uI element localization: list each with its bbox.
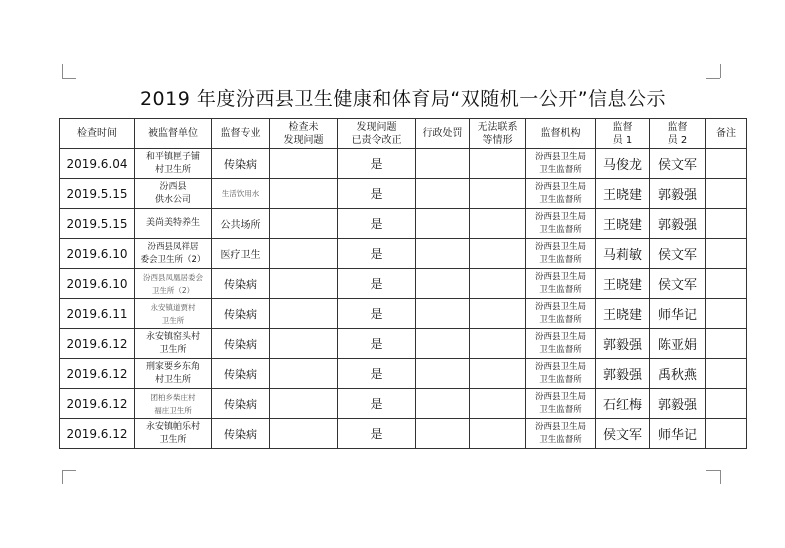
cell-agency-line1: 汾西县卫生局 (534, 331, 586, 342)
cell-penalty (416, 389, 470, 419)
cell-unit-line2: 村卫生所 (154, 164, 191, 175)
header-not-found (270, 119, 338, 149)
cell-unit-line2: 福庄卫生所 (154, 405, 192, 415)
cell-unit (135, 389, 212, 419)
table-row (60, 419, 747, 449)
cell-date: 2019.6.04 (60, 149, 135, 179)
cell-agency-line2: 卫生监督所 (539, 434, 582, 445)
cell-supervisor-2: 郭毅强 (650, 179, 706, 209)
cell-note (706, 269, 747, 299)
table-row (60, 209, 747, 239)
header-date: 检查时间 (60, 119, 135, 149)
cell-supervisor-2: 侯文军 (650, 149, 706, 179)
cell-supervisor-2: 侯文军 (650, 239, 706, 269)
document-title: 2019 年度汾西县卫生健康和体育局“双随机一公开”信息公示 (139, 88, 667, 110)
cell-agency-line1: 汾西县卫生局 (534, 301, 586, 312)
cell-found: 是 (338, 149, 416, 179)
cell-unit (135, 239, 212, 269)
cell-date: 2019.6.10 (60, 269, 135, 299)
cell-agency (526, 359, 596, 389)
cell-no-contact (470, 329, 526, 359)
cell-unit-line1: 和平镇匣子铺 (145, 151, 200, 162)
cell-unit-line1: 汾西县凤凰居委会 (143, 272, 203, 282)
cell-no-contact (470, 209, 526, 239)
cell-agency-line1: 汾西县卫生局 (534, 151, 586, 162)
cell-agency-line2: 卫生监督所 (539, 224, 582, 235)
cell-unit-line1: 刑家要乡东角 (145, 361, 200, 372)
cell-date: 2019.5.15 (60, 179, 135, 209)
cell-agency (526, 269, 596, 299)
cell-agency (526, 149, 596, 179)
header-found-line2: 已责令改正 (351, 134, 402, 146)
cell-agency (526, 299, 596, 329)
table-row (60, 299, 747, 329)
cell-supervisor-1: 马俊龙 (596, 149, 650, 179)
cell-agency (526, 179, 596, 209)
cell-agency-line1: 汾西县卫生局 (534, 421, 586, 432)
cell-agency-line2: 卫生监督所 (539, 194, 582, 205)
cell-supervisor-2: 陈亚娟 (650, 329, 706, 359)
cell-spec: 传染病 (212, 269, 270, 299)
cell-unit-line1: 团柏乡柴庄村 (150, 392, 196, 402)
cell-no-contact (470, 269, 526, 299)
header-row (60, 119, 747, 149)
cell-date: 2019.5.15 (60, 209, 135, 239)
cell-spec: 传染病 (212, 329, 270, 359)
cell-date: 2019.6.12 (60, 329, 135, 359)
cell-not-found (270, 179, 338, 209)
cell-unit-line2: 村卫生所 (154, 374, 191, 385)
cell-unit (135, 209, 212, 239)
cell-found: 是 (338, 359, 416, 389)
cell-unit-line1: 汾西县凤祥居 (147, 241, 199, 252)
inspection-table (59, 118, 747, 449)
cell-found: 是 (338, 209, 416, 239)
cell-note (706, 389, 747, 419)
cell-penalty (416, 359, 470, 389)
cell-agency (526, 239, 596, 269)
cell-found: 是 (338, 389, 416, 419)
cell-found: 是 (338, 239, 416, 269)
cell-note (706, 299, 747, 329)
cell-agency (526, 209, 596, 239)
table-row (60, 179, 747, 209)
cell-found: 是 (338, 179, 416, 209)
cell-not-found (270, 329, 338, 359)
table-row (60, 359, 747, 389)
cell-agency-line2: 卫生监督所 (539, 284, 582, 295)
cell-unit-line2: 供水公司 (154, 194, 191, 205)
cell-no-contact (470, 179, 526, 209)
cell-agency-line2: 卫生监督所 (539, 254, 582, 265)
cell-note (706, 179, 747, 209)
cell-note (706, 329, 747, 359)
header-not-found-line1: 检查未 (288, 121, 319, 133)
cell-agency-line2: 卫生监督所 (539, 164, 582, 175)
cell-penalty (416, 299, 470, 329)
header-supervisor-2-line2: 员 2 (667, 134, 688, 146)
cell-spec: 传染病 (212, 419, 270, 449)
cell-supervisor-2: 郭毅强 (650, 389, 706, 419)
cell-agency-line2: 卫生监督所 (539, 344, 582, 355)
header-agency: 监督机构 (526, 119, 596, 149)
cell-unit-line2: 卫生所（2） (151, 285, 195, 295)
cell-unit-line2: 卫生所 (159, 434, 187, 445)
cell-agency-line2: 卫生监督所 (539, 374, 582, 385)
cell-unit-line1: 汾西县 (159, 181, 187, 192)
cell-no-contact (470, 149, 526, 179)
table-row (60, 149, 747, 179)
cell-penalty (416, 179, 470, 209)
cell-no-contact (470, 239, 526, 269)
cell-supervisor-2: 禹秋燕 (650, 359, 706, 389)
cell-agency (526, 389, 596, 419)
cell-agency-line1: 汾西县卫生局 (534, 361, 586, 372)
cell-not-found (270, 419, 338, 449)
cell-date: 2019.6.10 (60, 239, 135, 269)
cell-penalty (416, 209, 470, 239)
cell-date: 2019.6.12 (60, 419, 135, 449)
cell-date: 2019.6.12 (60, 359, 135, 389)
cell-unit-line2: 卫生所 (161, 315, 185, 325)
cell-date: 2019.6.12 (60, 389, 135, 419)
header-spec: 监督专业 (212, 119, 270, 149)
cell-penalty (416, 329, 470, 359)
cell-unit (135, 329, 212, 359)
cell-note (706, 209, 747, 239)
cell-note (706, 149, 747, 179)
cell-supervisor-1: 王晓建 (596, 179, 650, 209)
cell-agency (526, 419, 596, 449)
cell-not-found (270, 209, 338, 239)
header-found (338, 119, 416, 149)
cell-found: 是 (338, 419, 416, 449)
cell-date: 2019.6.11 (60, 299, 135, 329)
cell-not-found (270, 389, 338, 419)
cell-agency (526, 329, 596, 359)
cell-unit-line1: 永安镇道贾村 (150, 302, 196, 312)
cell-agency-line1: 汾西县卫生局 (534, 241, 586, 252)
cell-note (706, 239, 747, 269)
cell-unit (135, 149, 212, 179)
cell-supervisor-2: 师华记 (650, 419, 706, 449)
cell-supervisor-1: 郭毅强 (596, 329, 650, 359)
cell-found: 是 (338, 269, 416, 299)
cell-spec: 传染病 (212, 299, 270, 329)
cell-supervisor-2: 侯文军 (650, 269, 706, 299)
header-supervisor-2 (650, 119, 706, 149)
cell-unit (135, 359, 212, 389)
cell-supervisor-2: 师华记 (650, 299, 706, 329)
cell-supervisor-1: 王晓建 (596, 209, 650, 239)
cell-agency-line1: 汾西县卫生局 (534, 391, 586, 402)
cell-no-contact (470, 419, 526, 449)
cell-spec: 生活饮用水 (212, 179, 270, 209)
cell-agency-line1: 汾西县卫生局 (534, 271, 586, 282)
cell-penalty (416, 239, 470, 269)
cell-no-contact (470, 299, 526, 329)
cell-no-contact (470, 389, 526, 419)
cell-spec: 传染病 (212, 359, 270, 389)
cell-found: 是 (338, 329, 416, 359)
cell-unit (135, 419, 212, 449)
cell-penalty (416, 419, 470, 449)
cell-unit-line1: 美尚美特养生 (145, 218, 200, 228)
cell-supervisor-2: 郭毅强 (650, 209, 706, 239)
cell-supervisor-1: 石红梅 (596, 389, 650, 419)
cell-found: 是 (338, 299, 416, 329)
cell-agency-line1: 汾西县卫生局 (534, 211, 586, 222)
header-supervisor-1-line1: 监督 (612, 121, 633, 133)
cell-unit-line1: 永安镇窑头村 (145, 331, 200, 342)
cell-not-found (270, 269, 338, 299)
cell-no-contact (470, 359, 526, 389)
cell-unit-line2: 委会卫生所（2） (140, 254, 206, 265)
cell-agency-line1: 汾西县卫生局 (534, 181, 586, 192)
header-supervisor-2-line1: 监督 (667, 121, 688, 133)
header-supervisor-1 (596, 119, 650, 149)
cell-unit (135, 179, 212, 209)
cell-spec: 传染病 (212, 389, 270, 419)
cell-not-found (270, 299, 338, 329)
cell-not-found (270, 149, 338, 179)
cell-agency-line2: 卫生监督所 (539, 404, 582, 415)
table-row (60, 269, 747, 299)
cell-supervisor-1: 王晓建 (596, 269, 650, 299)
header-no-contact-line1: 无法联系 (477, 121, 518, 133)
header-supervisor-1-line2: 员 1 (612, 134, 633, 146)
cell-spec: 公共场所 (212, 209, 270, 239)
cell-unit (135, 299, 212, 329)
cell-unit (135, 269, 212, 299)
header-penalty: 行政处罚 (416, 119, 470, 149)
cell-spec: 传染病 (212, 149, 270, 179)
header-not-found-line2: 发现问题 (283, 134, 324, 146)
table-row (60, 239, 747, 269)
table-row (60, 389, 747, 419)
cell-not-found (270, 359, 338, 389)
cell-unit-line2: 卫生所 (159, 344, 187, 355)
table-row (60, 329, 747, 359)
cell-supervisor-1: 侯文军 (596, 419, 650, 449)
cell-penalty (416, 269, 470, 299)
cell-spec: 医疗卫生 (212, 239, 270, 269)
header-no-contact-line2: 等情形 (482, 134, 513, 146)
cell-not-found (270, 239, 338, 269)
cell-note (706, 419, 747, 449)
cell-note (706, 359, 747, 389)
cell-unit-line1: 永安镇帕乐村 (145, 421, 200, 432)
cell-supervisor-1: 郭毅强 (596, 359, 650, 389)
cell-agency-line2: 卫生监督所 (539, 314, 582, 325)
header-no-contact (470, 119, 526, 149)
header-unit: 被监督单位 (135, 119, 212, 149)
header-note: 备注 (706, 119, 747, 149)
cell-supervisor-1: 王晓建 (596, 299, 650, 329)
header-found-line1: 发现问题 (356, 121, 397, 133)
cell-penalty (416, 149, 470, 179)
cell-supervisor-1: 马莉敏 (596, 239, 650, 269)
